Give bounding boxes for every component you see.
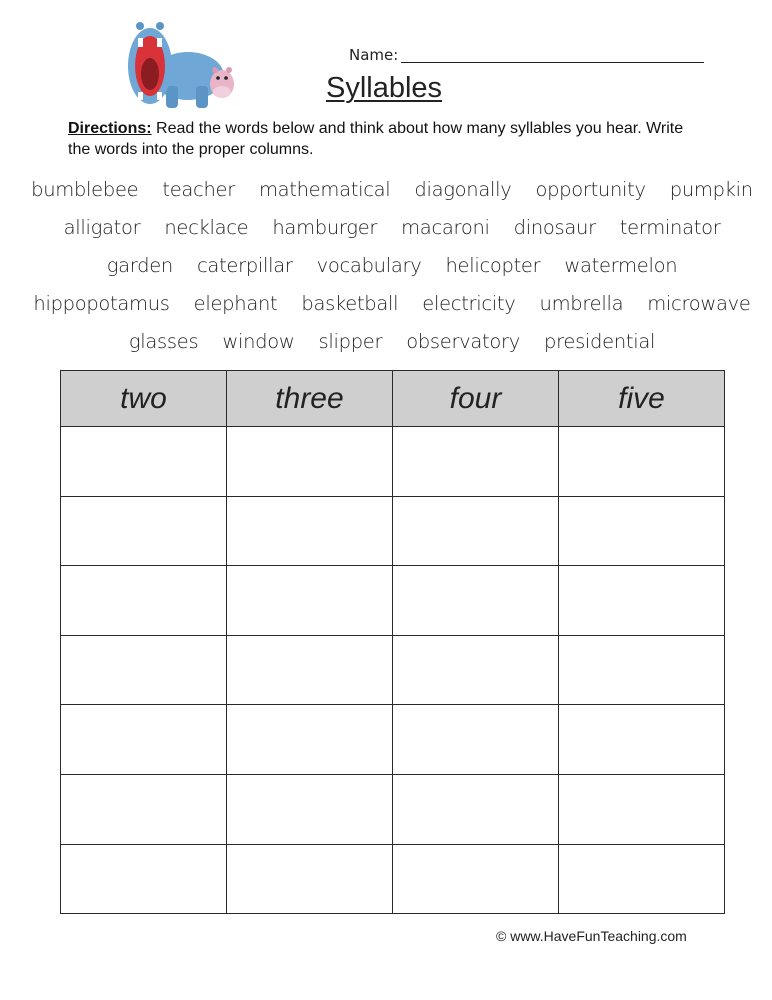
word-bank-word: garden [106, 253, 173, 277]
answer-cell-three[interactable] [227, 496, 393, 566]
directions-text: Read the words below and think about how many syllables you hear. Write the words into the proper columns. [68, 120, 684, 158]
answer-cell-five[interactable] [559, 635, 725, 705]
word-bank-word: necklace [164, 215, 249, 239]
answer-cell-two[interactable] [61, 844, 227, 914]
table-body [61, 427, 725, 914]
column-header-four: four [393, 371, 559, 427]
word-bank-word: teacher [162, 177, 235, 201]
table-row [61, 427, 725, 497]
answer-cell-two[interactable] [61, 566, 227, 636]
word-bank-word: elephant [193, 291, 278, 315]
word-bank-row [33, 284, 751, 322]
page-title: Syllables [326, 72, 443, 104]
answer-cell-five[interactable] [559, 427, 725, 497]
answer-cell-four[interactable] [393, 635, 559, 705]
table-row [61, 496, 725, 566]
answer-cell-three[interactable] [227, 774, 393, 844]
word-bank-word: window [222, 329, 295, 353]
word-bank-word: dinosaur [513, 215, 596, 239]
answer-cell-four[interactable] [393, 496, 559, 566]
name-field[interactable] [401, 62, 704, 63]
column-header-three: three [227, 371, 393, 427]
name-label: Name: [349, 46, 399, 64]
word-bank-word: basketball [301, 291, 399, 315]
word-bank-word: observatory [406, 329, 520, 353]
word-bank-word: terminator [619, 215, 721, 239]
answer-cell-five[interactable] [559, 774, 725, 844]
answer-cell-four[interactable] [393, 427, 559, 497]
word-bank-word: umbrella [539, 291, 624, 315]
word-bank-word: watermelon [564, 253, 678, 277]
answer-cell-five[interactable] [559, 496, 725, 566]
column-header-five: five [559, 371, 725, 427]
word-bank-word: slipper [318, 329, 383, 353]
table-row [61, 844, 725, 914]
column-header-two: two [61, 371, 227, 427]
table-row [61, 774, 725, 844]
answer-cell-three[interactable] [227, 705, 393, 775]
answer-cell-four[interactable] [393, 774, 559, 844]
table-row [61, 705, 725, 775]
syllable-table [60, 370, 725, 914]
word-bank-word: pumpkin [669, 177, 753, 201]
copyright-footer: © www.HaveFunTeaching.com [496, 928, 687, 944]
word-bank-word: vocabulary [316, 253, 422, 277]
word-bank-word: hippopotamus [33, 291, 170, 315]
answer-cell-two[interactable] [61, 635, 227, 705]
word-bank-word: microwave [647, 291, 751, 315]
directions-label: Directions: [68, 120, 152, 137]
answer-cell-two[interactable] [61, 705, 227, 775]
word-bank [31, 170, 753, 360]
table-header-row [61, 371, 725, 427]
word-bank-word: bumblebee [31, 177, 139, 201]
answer-cell-three[interactable] [227, 566, 393, 636]
answer-cell-four[interactable] [393, 705, 559, 775]
word-bank-word: alligator [63, 215, 141, 239]
word-bank-word: caterpillar [197, 253, 293, 277]
word-bank-word: macaroni [401, 215, 490, 239]
answer-cell-two[interactable] [61, 427, 227, 497]
table-row [61, 635, 725, 705]
answer-cell-five[interactable] [559, 844, 725, 914]
word-bank-row [31, 170, 753, 208]
answer-cell-three[interactable] [227, 635, 393, 705]
word-bank-word: opportunity [535, 177, 646, 201]
table-row [61, 566, 725, 636]
word-bank-word: mathematical [258, 177, 391, 201]
word-bank-word: hamburger [272, 215, 378, 239]
answer-cell-three[interactable] [227, 844, 393, 914]
answer-cell-three[interactable] [227, 427, 393, 497]
answer-cell-five[interactable] [559, 566, 725, 636]
answer-cell-two[interactable] [61, 496, 227, 566]
directions [68, 118, 708, 160]
answer-cell-four[interactable] [393, 566, 559, 636]
answer-cell-two[interactable] [61, 774, 227, 844]
word-bank-word: presidential [544, 329, 656, 353]
answer-cell-four[interactable] [393, 844, 559, 914]
answer-cell-five[interactable] [559, 705, 725, 775]
word-bank-word: diagonally [414, 177, 512, 201]
word-bank-word: glasses [128, 329, 199, 353]
word-bank-row [36, 246, 748, 284]
word-bank-row [36, 208, 748, 246]
word-bank-word: electricity [422, 291, 516, 315]
word-bank-word: helicopter [445, 253, 541, 277]
word-bank-row [36, 322, 748, 360]
